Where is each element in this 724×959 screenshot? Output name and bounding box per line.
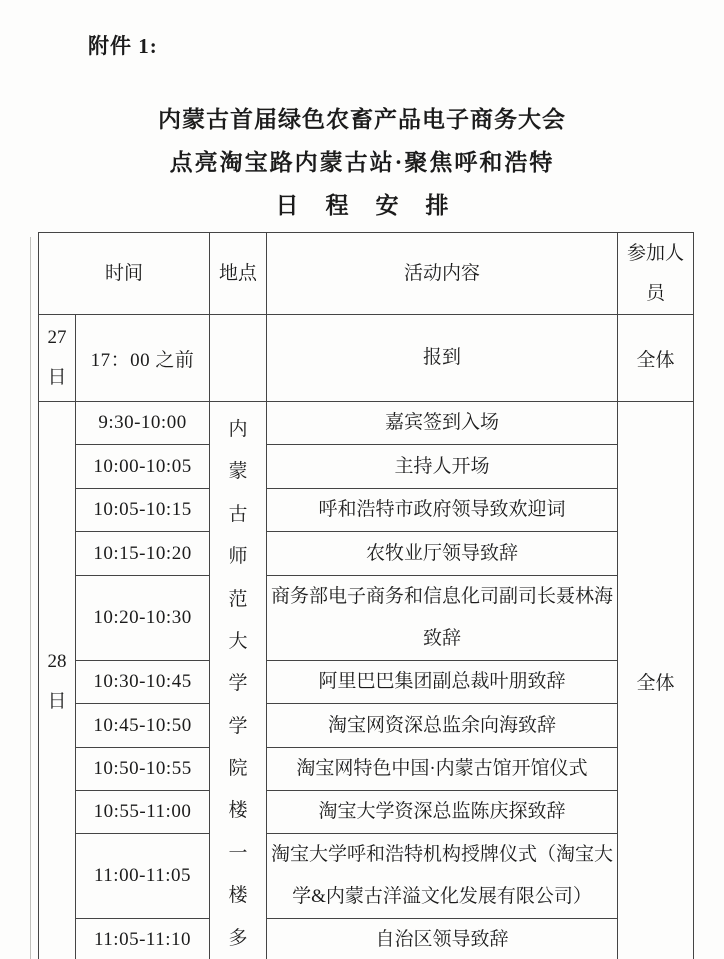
time-cell: 10:50-10:55: [76, 748, 210, 791]
scan-edge-line: [30, 237, 31, 959]
time-cell: 10:20-10:30: [76, 576, 210, 661]
activity-cell: 淘宝网资深总监余向海致辞: [267, 704, 618, 748]
activity-cell: 淘宝大学呼和浩特机构授牌仪式（淘宝大学&内蒙古洋溢文化发展有限公司）: [267, 834, 618, 919]
location-vertical-text: 内 蒙 古 师 范 大 学 学 院 楼 一 楼 多: [228, 418, 248, 949]
activity-cell: 淘宝网特色中国·内蒙古馆开馆仪式: [267, 748, 618, 791]
activity-cell: 嘉宾签到入场: [267, 402, 618, 445]
document-title-line2: 点亮淘宝路内蒙古站·聚焦呼和浩特: [169, 150, 555, 175]
document-title-line1: 内蒙古首届绿色农畜产品电子商务大会: [158, 107, 566, 132]
schedule-row: [39, 791, 694, 834]
time-cell: 10:30-10:45: [76, 661, 210, 704]
header-location: 地点: [210, 233, 267, 315]
time-cell: 10:00-10:05: [76, 445, 210, 489]
schedule-row: [39, 445, 694, 489]
schedule-row-day27: [39, 315, 694, 402]
header-activity: 活动内容: [267, 233, 618, 315]
schedule-row: [39, 661, 694, 704]
activity-cell: 商务部电子商务和信息化司副司长聂林海致辞: [267, 576, 618, 661]
activity-cell: 淘宝大学资深总监陈庆探致辞: [267, 791, 618, 834]
schedule-row: [39, 834, 694, 919]
day27-cell: [39, 315, 76, 402]
activity-cell: 报到: [267, 315, 618, 402]
location-cell-empty: [210, 315, 267, 402]
time-cell: 11:00-11:05: [76, 834, 210, 919]
activity-cell: 阿里巴巴集团副总裁叶朋致辞: [267, 661, 618, 704]
time-cell: 10:45-10:50: [76, 704, 210, 748]
schedule-row: [39, 919, 694, 959]
table-header-row: [39, 233, 694, 315]
schedule-row: [39, 489, 694, 532]
day27-suffix: 日: [47, 367, 67, 388]
time-cell: 9:30-10:00: [76, 402, 210, 445]
schedule-row: [39, 576, 694, 661]
time-cell: 10:05-10:15: [76, 489, 210, 532]
activity-cell: 呼和浩特市政府领导致欢迎词: [267, 489, 618, 532]
day28-number: 28: [47, 650, 67, 672]
day27-number: 27: [47, 327, 67, 348]
document-title-line3: 日程安排: [275, 193, 476, 218]
schedule-table: [38, 232, 694, 959]
schedule-row: [39, 532, 694, 576]
time-cell: 11:05-11:10: [76, 919, 210, 959]
day28-cell: [39, 402, 76, 959]
activity-cell: 主持人开场: [267, 445, 618, 489]
schedule-row: [39, 704, 694, 748]
header-time: 时间: [39, 233, 210, 315]
activity-cell: 农牧业厅领导致辞: [267, 532, 618, 576]
day28-suffix: 日: [47, 690, 67, 712]
schedule-row: [39, 748, 694, 791]
time-cell: 10:15-10:20: [76, 532, 210, 576]
activity-cell: 自治区领导致辞: [267, 919, 618, 959]
attachment-label: 附件 1:: [88, 34, 158, 58]
participants-cell-merged: 全体: [618, 402, 694, 959]
time-cell: 17：00 之前: [76, 315, 210, 402]
participants-cell: 全体: [618, 315, 694, 402]
location-cell-vertical: [210, 402, 267, 959]
header-participants: 参加人员: [618, 233, 694, 315]
schedule-row: [39, 402, 694, 445]
time-cell: 10:55-11:00: [76, 791, 210, 834]
